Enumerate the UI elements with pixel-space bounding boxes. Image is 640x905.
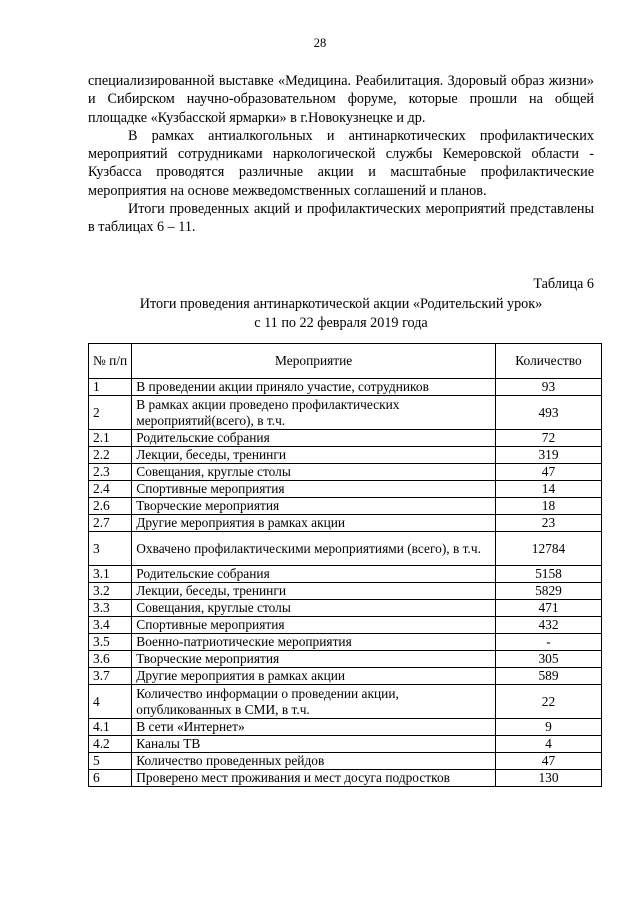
row-qty: 5158: [495, 566, 601, 583]
table-body: [89, 379, 602, 787]
table-row: [89, 685, 602, 719]
row-qty: 4: [495, 736, 601, 753]
row-name: Совещания, круглые столы: [132, 464, 496, 481]
intro-text: [88, 72, 594, 237]
row-name: Лекции, беседы, тренинги: [132, 447, 496, 464]
row-qty: 5829: [495, 583, 601, 600]
row-name: Охвачено профилактическими мероприятиями (всего), в т.ч.: [132, 532, 496, 566]
row-qty: 319: [495, 447, 601, 464]
table-label: Таблица 6: [533, 276, 594, 292]
row-name: Спортивные мероприятия: [132, 481, 496, 498]
results-table: [88, 343, 602, 787]
row-name: Спортивные мероприятия: [132, 617, 496, 634]
header-num: № п/п: [89, 344, 132, 379]
row-num: 3: [89, 532, 132, 566]
row-qty: 471: [495, 600, 601, 617]
row-num: 4.1: [89, 719, 132, 736]
table-header-row: [89, 344, 602, 379]
row-qty: 589: [495, 668, 601, 685]
table-row: [89, 736, 602, 753]
row-num: 2.3: [89, 464, 132, 481]
intro-paragraph-2: В рамках антиалкогольных и антинаркотических профилактических мероприятий сотрудниками наркологической службы Кемеровской области - Кузбасса проводятся различные акции и масштабные профилактические мероприятия на основе межведомственных соглашений и планов.: [88, 127, 594, 199]
row-qty: 47: [495, 753, 601, 770]
table-row: [89, 481, 602, 498]
table-row: [89, 753, 602, 770]
table-title: [88, 295, 594, 332]
table-row: [89, 447, 602, 464]
row-num: 5: [89, 753, 132, 770]
row-qty: 493: [495, 396, 601, 430]
table-row: [89, 634, 602, 651]
table-row: [89, 396, 602, 430]
row-num: 2.4: [89, 481, 132, 498]
row-qty: 72: [495, 430, 601, 447]
row-num: 6: [89, 770, 132, 787]
table-row: [89, 515, 602, 532]
row-name: Проверено мест проживания и мест досуга подростков: [132, 770, 496, 787]
table-row: [89, 566, 602, 583]
row-qty: 18: [495, 498, 601, 515]
row-num: 3.7: [89, 668, 132, 685]
row-num: 2.2: [89, 447, 132, 464]
intro-paragraph-1: специализированной выставке «Медицина. Реабилитация. Здоровый образ жизни» и Сибирском научно-образовательном форуме, которые прошли на общей площадке «Кузбасской ярмарки» в г.Новокузнецке и др.: [88, 73, 594, 126]
table-row: [89, 600, 602, 617]
row-qty: 12784: [495, 532, 601, 566]
row-name: В рамках акции проведено профилактических мероприятий(всего), в т.ч.: [132, 396, 496, 430]
row-num: 4: [89, 685, 132, 719]
header-qty: Количество: [495, 344, 601, 379]
row-name: Количество проведенных рейдов: [132, 753, 496, 770]
row-num: 3.2: [89, 583, 132, 600]
table-row: [89, 770, 602, 787]
table-row: [89, 583, 602, 600]
row-num: 2.6: [89, 498, 132, 515]
row-name: Родительские собрания: [132, 566, 496, 583]
row-name: Количество информации о проведении акции, опубликованных в СМИ, в т.ч.: [132, 685, 496, 719]
row-qty: 130: [495, 770, 601, 787]
table-title-line-2: с 11 по 22 февраля 2019 года: [254, 314, 428, 331]
row-qty: 432: [495, 617, 601, 634]
row-qty: 47: [495, 464, 601, 481]
row-name: Творческие мероприятия: [132, 498, 496, 515]
row-name: В сети «Интернет»: [132, 719, 496, 736]
row-name: Военно-патриотические мероприятия: [132, 634, 496, 651]
table-row: [89, 668, 602, 685]
row-num: 3.3: [89, 600, 132, 617]
row-num: 4.2: [89, 736, 132, 753]
row-num: 2.1: [89, 430, 132, 447]
row-name: Каналы ТВ: [132, 736, 496, 753]
row-name: Лекции, беседы, тренинги: [132, 583, 496, 600]
table-row: [89, 379, 602, 396]
row-qty: 9: [495, 719, 601, 736]
table-row: [89, 719, 602, 736]
row-qty: 23: [495, 515, 601, 532]
table-row: [89, 651, 602, 668]
row-num: 2.7: [89, 515, 132, 532]
row-qty: 93: [495, 379, 601, 396]
row-qty: -: [495, 634, 601, 651]
row-num: 3.6: [89, 651, 132, 668]
row-name: Совещания, круглые столы: [132, 600, 496, 617]
row-num: 2: [89, 396, 132, 430]
table-row: [89, 498, 602, 515]
row-name: Родительские собрания: [132, 430, 496, 447]
row-num: 3.5: [89, 634, 132, 651]
row-num: 3.4: [89, 617, 132, 634]
row-num: 3.1: [89, 566, 132, 583]
intro-paragraph-3: Итоги проведенных акций и профилактических мероприятий представлены в таблицах 6 – 11.: [88, 201, 594, 236]
table-row: [89, 532, 602, 566]
row-name: Другие мероприятия в рамках акции: [132, 515, 496, 532]
page-number: 28: [313, 36, 327, 50]
row-name: В проведении акции приняло участие, сотрудников: [132, 379, 496, 396]
row-qty: 14: [495, 481, 601, 498]
table-row: [89, 464, 602, 481]
row-num: 1: [89, 379, 132, 396]
table-row: [89, 617, 602, 634]
row-qty: 22: [495, 685, 601, 719]
row-name: Творческие мероприятия: [132, 651, 496, 668]
table-title-line-1: Итоги проведения антинаркотической акции «Родительский урок»: [139, 296, 543, 312]
header-name: Мероприятие: [132, 344, 496, 379]
row-name: Другие мероприятия в рамках акции: [132, 668, 496, 685]
row-qty: 305: [495, 651, 601, 668]
table-row: [89, 430, 602, 447]
